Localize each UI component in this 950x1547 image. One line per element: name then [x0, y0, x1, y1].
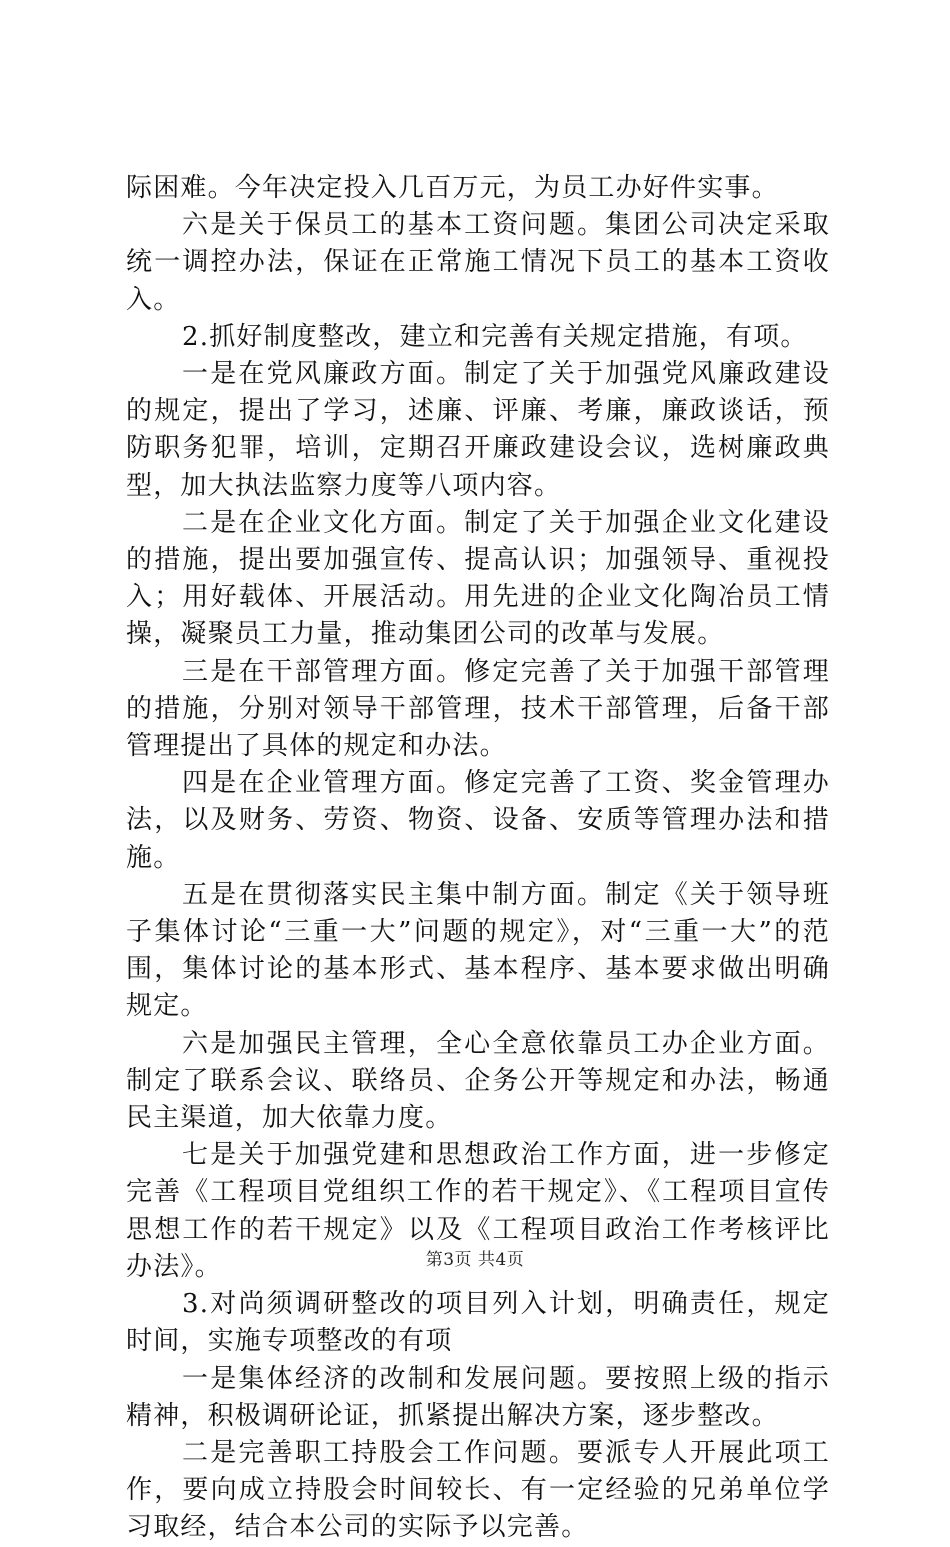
document-body: [126, 170, 830, 1547]
paragraph: 七是关于加强党建和思想政治工作方面，进一步修定完善《工程项目党组织工作的若干规定》、《工程项目宣传思想工作的若干规定》以及《工程项目政治工作考核评比办法》。: [126, 1140, 830, 1282]
paragraph: 二是在企业文化方面。制定了关于加强企业文化建设的措施，提出要加强宣传、提高认识；加强领导、重视投入；用好载体、开展活动。用先进的企业文化陶冶员工情操，凝聚员工力量，推动集团公司的改革与发展。: [126, 507, 830, 650]
paragraph: 六是关于保员工的基本工资问题。集团公司决定采取统一调控办法，保证在正常施工情况下员工的基本工资收入。: [126, 210, 830, 315]
paragraph: 二是完善职工持股会工作问题。要派专人开展此项工作，要向成立持股会时间较长、有一定经验的兄弟单位学习取经，结合本公司的实际予以完善。: [126, 1437, 830, 1543]
page-number-footer: 第3页 共4页: [425, 1250, 525, 1270]
paragraph: 一是在党风廉政方面。制定了关于加强党风廉政建设的规定，提出了学习，述廉、评廉、考廉，廉政谈话，预防职务犯罪，培训，定期召开廉政建设会议，选树廉政典型，加大执法监察力度等八项内容。: [126, 359, 830, 501]
paragraph: 一是集体经济的改制和发展问题。要按照上级的指示精神，积极调研论证，抓紧提出解决方案，逐步整改。: [126, 1363, 830, 1431]
paragraph: 四是在企业管理方面。修定完善了工资、奖金管理办法，以及财务、劳资、物资、设备、安质等管理办法和措施。: [126, 768, 830, 873]
paragraph: 三是在干部管理方面。修定完善了关于加强干部管理的措施，分别对领导干部管理，技术干部管理，后备干部管理提出了具体的规定和办法。: [126, 656, 830, 762]
paragraph: 六是加强民主管理，全心全意依靠员工办企业方面。制定了联系会议、联络员、企务公开等规定和办法，畅通民主渠道，加大依靠力度。: [126, 1028, 830, 1134]
section-heading: 3.对尚须调研整改的项目列入计划，明确责任，规定时间，实施专项整改的有项: [126, 1289, 830, 1357]
paragraph: 五是在贯彻落实民主集中制方面。制定《关于领导班子集体讨论“三重一大”问题的规定》，对“三重一大”的范围，集体讨论的基本形式、基本程序、基本要求做出明确规定。: [126, 879, 830, 1022]
paragraph: 际困难。今年决定投入几百万元，为员工办好件实事。: [126, 173, 779, 203]
section-heading: 2.抓好制度整改，建立和完善有关规定措施，有项。: [182, 321, 808, 352]
